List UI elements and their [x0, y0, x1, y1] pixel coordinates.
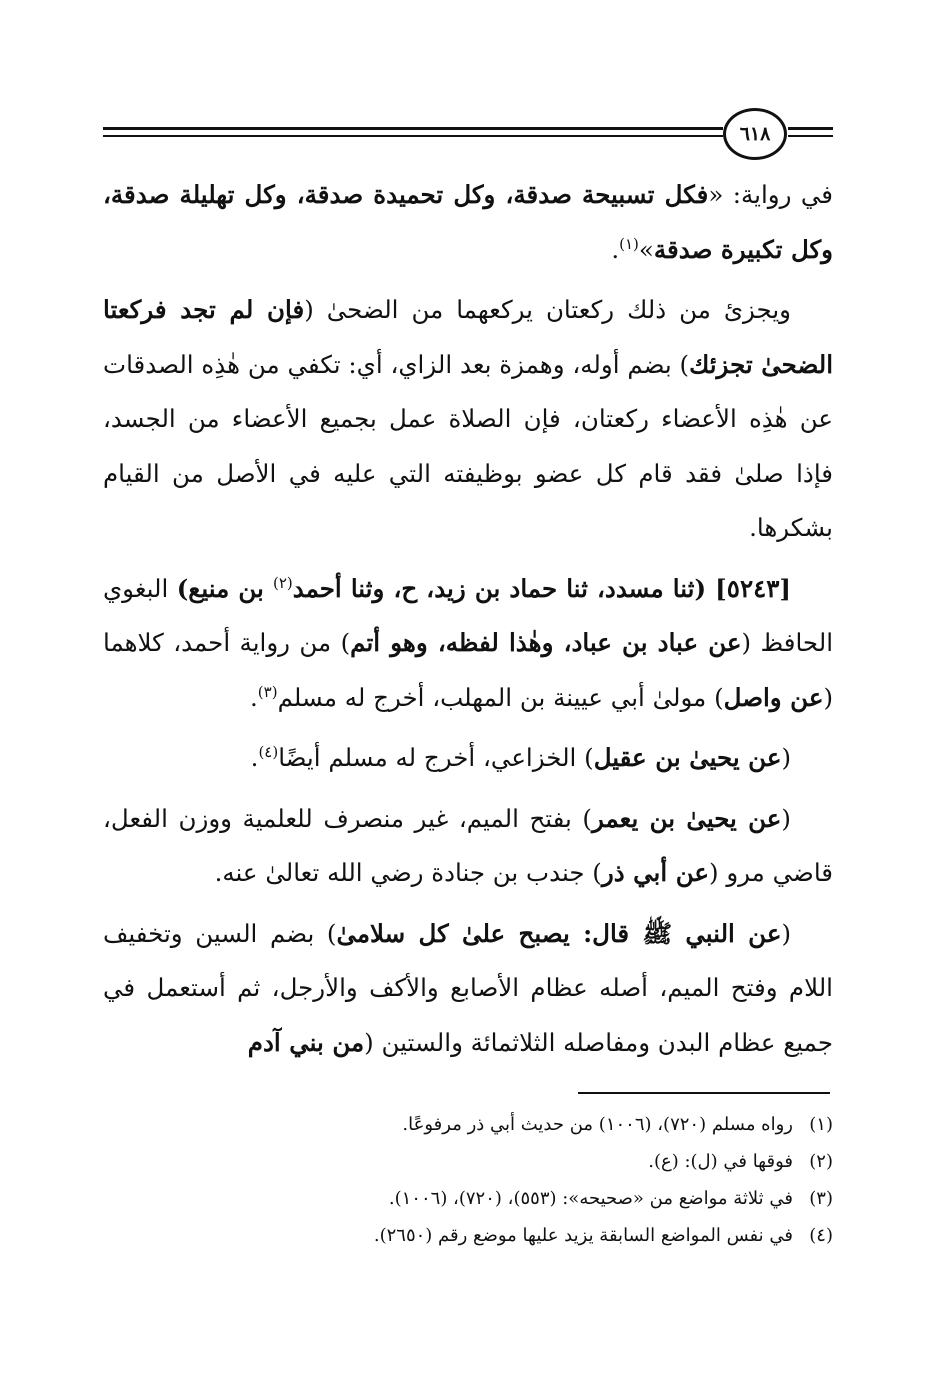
footnote: [103, 1143, 833, 1180]
footnote-separator: [578, 1092, 830, 1094]
paragraph: [103, 792, 833, 901]
text-run: ) بفتح الميم، غير منصرف للعلمية ووزن الفعل، قاضي مرو (: [103, 803, 833, 887]
text-run: ) الخزاعي، أخرج له مسلم أيضًا: [278, 743, 594, 772]
text-run: (: [781, 803, 791, 833]
footnote-number: (٣): [809, 1188, 833, 1209]
paragraph: [103, 283, 833, 556]
text-run: عن يحيىٰ بن يعمر: [592, 803, 782, 833]
footnote: [103, 1217, 833, 1254]
text-run: (: [781, 918, 792, 948]
main-text: [103, 168, 833, 1070]
footnote-number: (٢): [809, 1151, 833, 1172]
header-rule-top: [103, 127, 723, 130]
page-header: [103, 108, 833, 160]
footnote-ref: (٤): [258, 742, 279, 761]
paragraph: [103, 562, 833, 726]
text-run: »: [638, 234, 654, 264]
header-rule-bottom: [103, 135, 723, 137]
text-run: عن أبي ذر: [601, 858, 709, 887]
text-run: (: [781, 743, 791, 772]
text-run: ) من رواية أحمد، كلاهما (: [103, 628, 833, 712]
text-run: ويجزئ من ذلك ركعتان يركعهما من الضحىٰ (: [304, 295, 792, 324]
text-run: من بني آدم: [247, 1027, 365, 1057]
text-run: ثنا مسدد، ثنا حماد بن زيد، ح، وثنا أحمد: [292, 573, 695, 603]
paragraph: [103, 907, 833, 1071]
text-run: عن عباد بن عباد، وهٰذا لفظه، وهو أتم: [350, 628, 742, 657]
footnotes: [103, 1106, 833, 1254]
text-run: عن النبي ﷺ قال: يصبح علىٰ كل سلامىٰ: [336, 918, 782, 948]
text-run: [٥٢٤٣] (: [694, 573, 792, 603]
footnote-text: رواه مسلم (٧٢٠)، (١٠٠٦) من حديث أبي ذر مرفوعًا.: [402, 1114, 793, 1135]
page-number: ٦١٨: [723, 108, 787, 160]
footnote-text: في نفس المواضع السابقة يزيد عليها موضع رقم (٢٦٥٠).: [373, 1225, 793, 1246]
text-run: البغوي الحافظ (: [103, 573, 833, 657]
text-run: بن منيع): [176, 573, 273, 603]
text-run: عن واصل: [723, 682, 824, 712]
footnote-text: في ثلاثة مواضع من «صحيحه»: (٥٥٣)، (٧٢٠)، (١٠٠٦).: [388, 1188, 793, 1209]
footnote-ref: (٣): [257, 682, 278, 701]
text-run: فكل تسبيحة صدقة، وكل تحميدة صدقة، وكل تهليلة صدقة، وكل تكبيرة صدقة: [103, 180, 833, 264]
text-run: .: [611, 234, 620, 264]
text-run: ) بضم السين وتخفيف اللام وفتح الميم، أصله عظام الأصابع والأكف والأرجل، ثم أستعمل في جميع عظام البدن ومفاصله الثلاثمائة والستين (: [103, 918, 833, 1057]
text-run: ) مولىٰ أبي عيينة بن المهلب، أخرج له مسلم: [277, 682, 724, 712]
text-run: ) بضم أوله، وهمزة بعد الزاي، أي: تكفي من هٰذِه الصدقات عن هٰذِه الأعضاء ركعتان، فإن الصلاة عمل بجميع الأعضاء من الجسد، فإذا صلىٰ فقد قام كل عضو بوظيفته التي عليه في الأصل من القيام بشكرها.: [103, 349, 833, 542]
footnote-number: (١): [809, 1114, 833, 1135]
footnote-ref: (١): [619, 234, 639, 253]
paragraph: [103, 168, 833, 277]
footnote-text: فوقها في (ل): (ع).: [648, 1151, 793, 1172]
text-run: .: [250, 743, 259, 772]
text-run: فإن لم تجد فركعتا الضحىٰ تجزئك: [103, 295, 834, 379]
text-run: .: [250, 682, 258, 712]
footnote-ref: (٢): [272, 573, 293, 592]
text-run: في رواية: «: [708, 180, 833, 209]
footnote: [103, 1106, 833, 1143]
text-run: ) جندب بن جنادة رضي الله تعالىٰ عنه.: [214, 858, 602, 887]
footnote: [103, 1180, 833, 1217]
header-rule-right-bottom: [788, 135, 833, 137]
header-rule-right-top: [788, 127, 833, 130]
footnote-number: (٤): [809, 1225, 833, 1246]
text-run: عن يحيىٰ بن عقيل: [593, 743, 782, 772]
paragraph: [103, 731, 833, 786]
